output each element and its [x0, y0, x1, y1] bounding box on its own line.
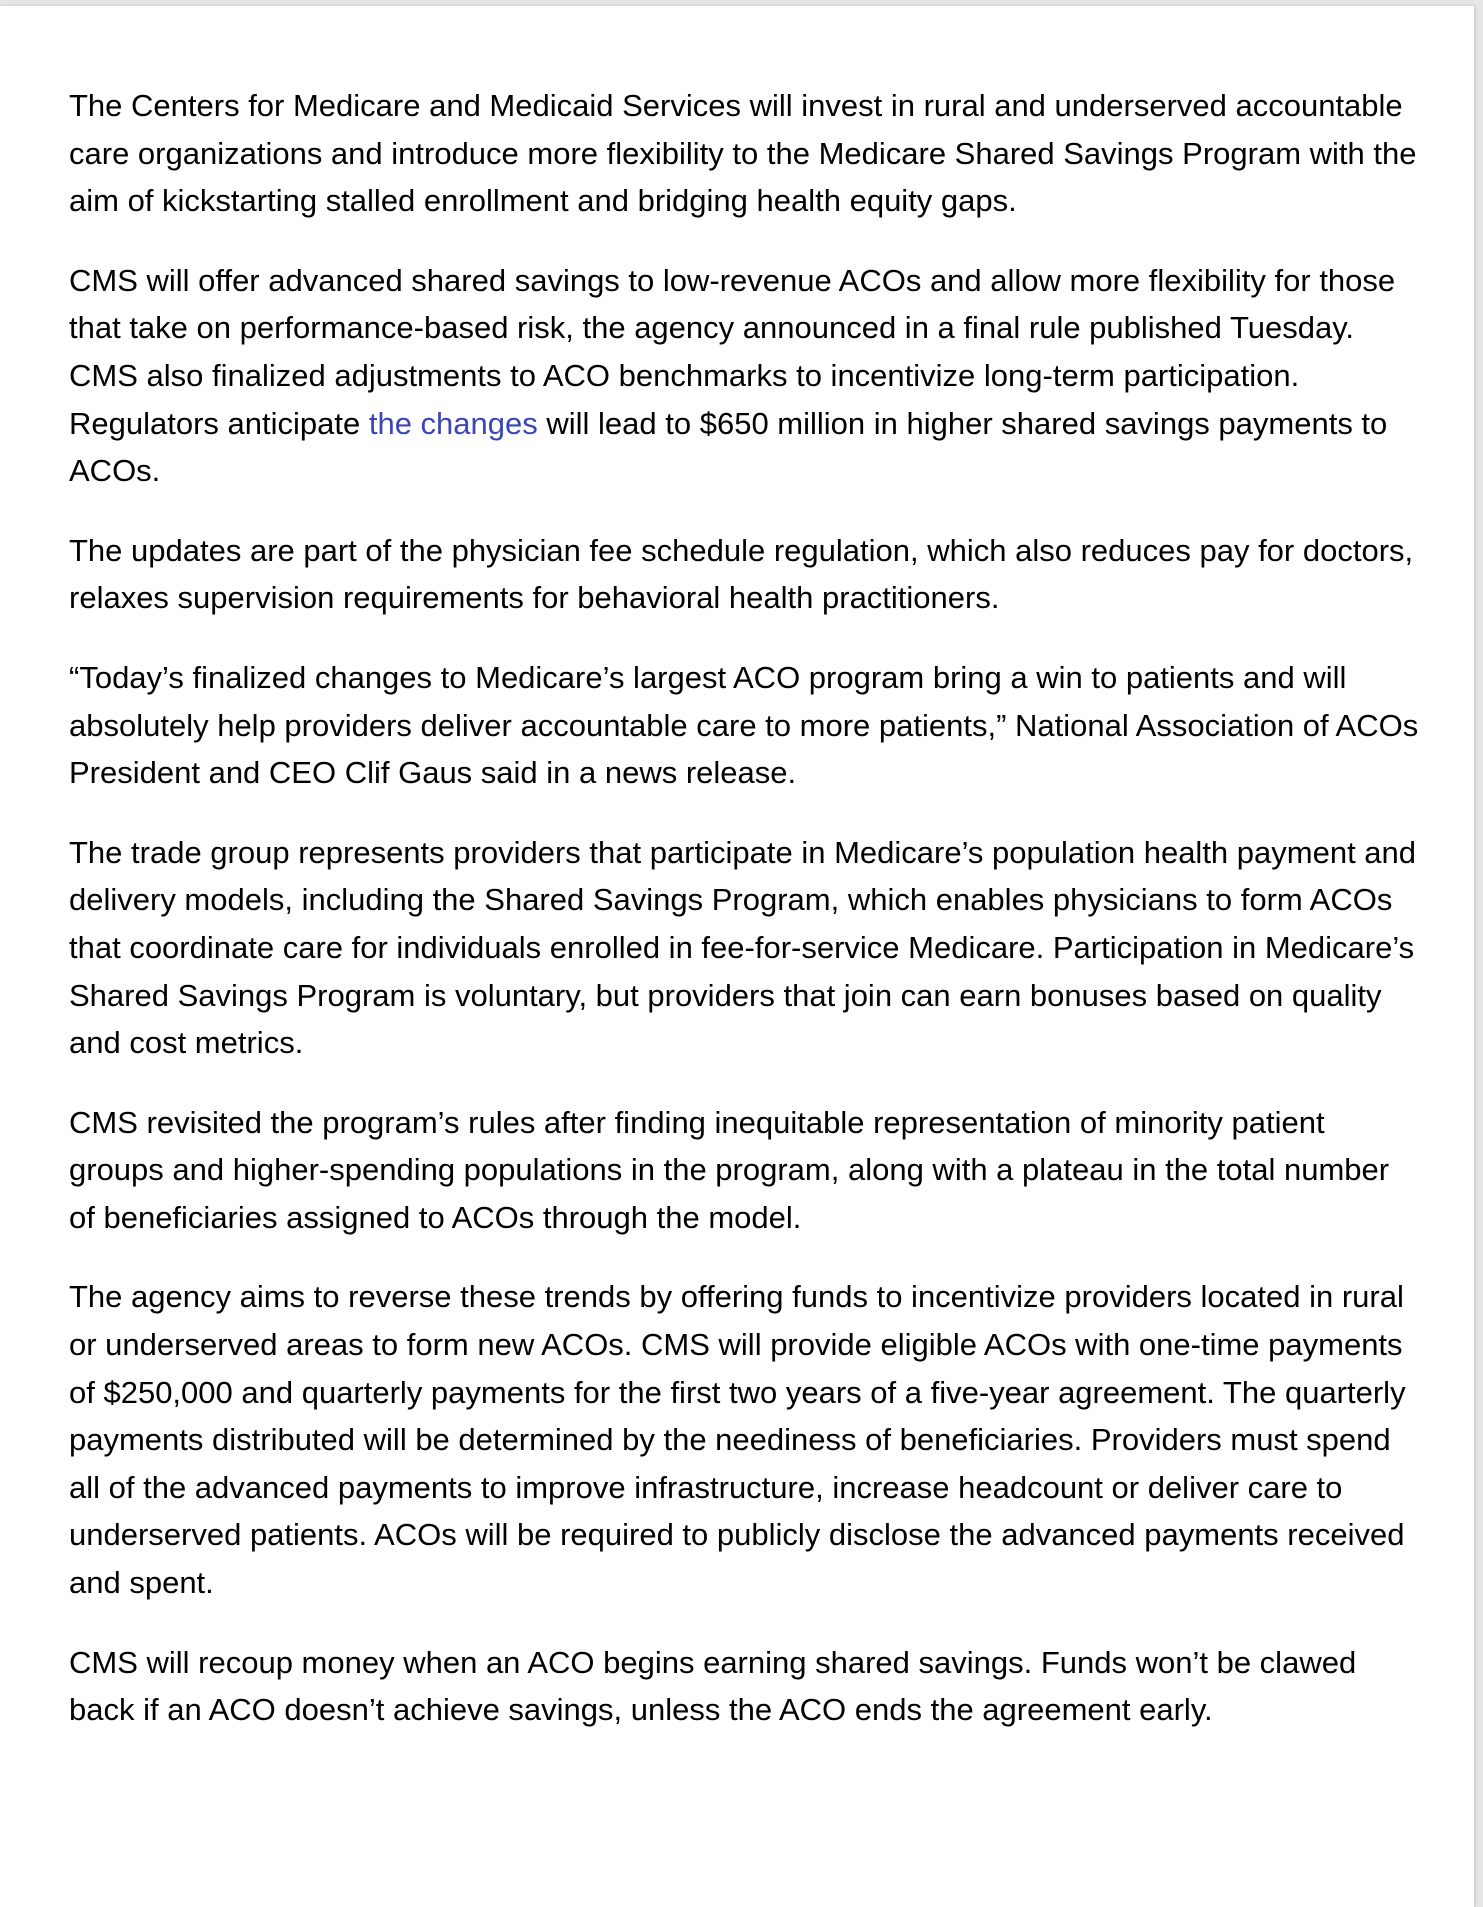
paragraph-2 [69, 257, 1419, 495]
paragraph-5: The trade group represents providers that participate in Medicare’s population health payment and delivery models, including the Shared Savings Program, which enables physicians to form ACOs that coordinate care for individuals enrolled in fee-for-service Medicare. Participation in Medicare’s Shared Savings Program is voluntary, but providers that join can earn bonuses based on quality and cost metrics. [69, 834, 1417, 1061]
paragraph-4-quote: “Today’s finalized changes to Medicare’s largest ACO program bring a win to patients and will absolutely help providers deliver accountable care to more patients,” National Association of ACOs President and CEO Clif Gaus said in a news release. [69, 659, 1419, 791]
paragraph-6: CMS revisited the program’s rules after finding inequitable representation of minority patient groups and higher-spending populations in the program, along with a plateau in the total number of beneficiaries assigned to ACOs through the model. [69, 1104, 1390, 1235]
document-page [0, 6, 1474, 1907]
paragraph-8: CMS will recoup money when an ACO begins earning shared savings. Funds won’t be clawed back if an ACO doesn’t achieve savings, unless the ACO ends the agreement early. [69, 1644, 1357, 1728]
the-changes-link[interactable]: the changes [368, 405, 538, 441]
paragraph-3: The updates are part of the physician fee schedule regulation, which also reduces pay for doctors, relaxes supervision requirements for behavioral health practitioners. [69, 532, 1414, 616]
paragraph-2-text-before-link: CMS will offer advanced shared savings to low-revenue ACOs and allow more flexibility for those that take on performance-based risk, the agency announced in a final rule published Tuesday. CMS also finalized adjustments to ACO benchmarks to incentivize long-term participation. Regulators anticipate [69, 262, 1396, 441]
paragraph-7: The agency aims to reverse these trends by offering funds to incentivize providers located in rural or underserved areas to form new ACOs. CMS will provide eligible ACOs with one-time payments of $250,000 and quarterly payments for the first two years of a five-year agreement. The quarterly payments distributed will be determined by the neediness of beneficiaries. Providers must spend all of the advanced payments to improve infrastructure, increase headcount or deliver care to underserved patients. ACOs will be required to publicly disclose the advanced payments received and spent. [69, 1279, 1406, 1601]
article-body [69, 82, 1419, 1766]
paragraph-2-text-after-link: will lead to $650 million in higher shared savings payments to ACOs. [69, 405, 1388, 489]
paragraph-1: The Centers for Medicare and Medicaid Services will invest in rural and underserved accountable care organizations and introduce more flexibility to the Medicare Shared Savings Program with the aim of kickstarting stalled enrollment and bridging health equity gaps. [69, 88, 1417, 219]
